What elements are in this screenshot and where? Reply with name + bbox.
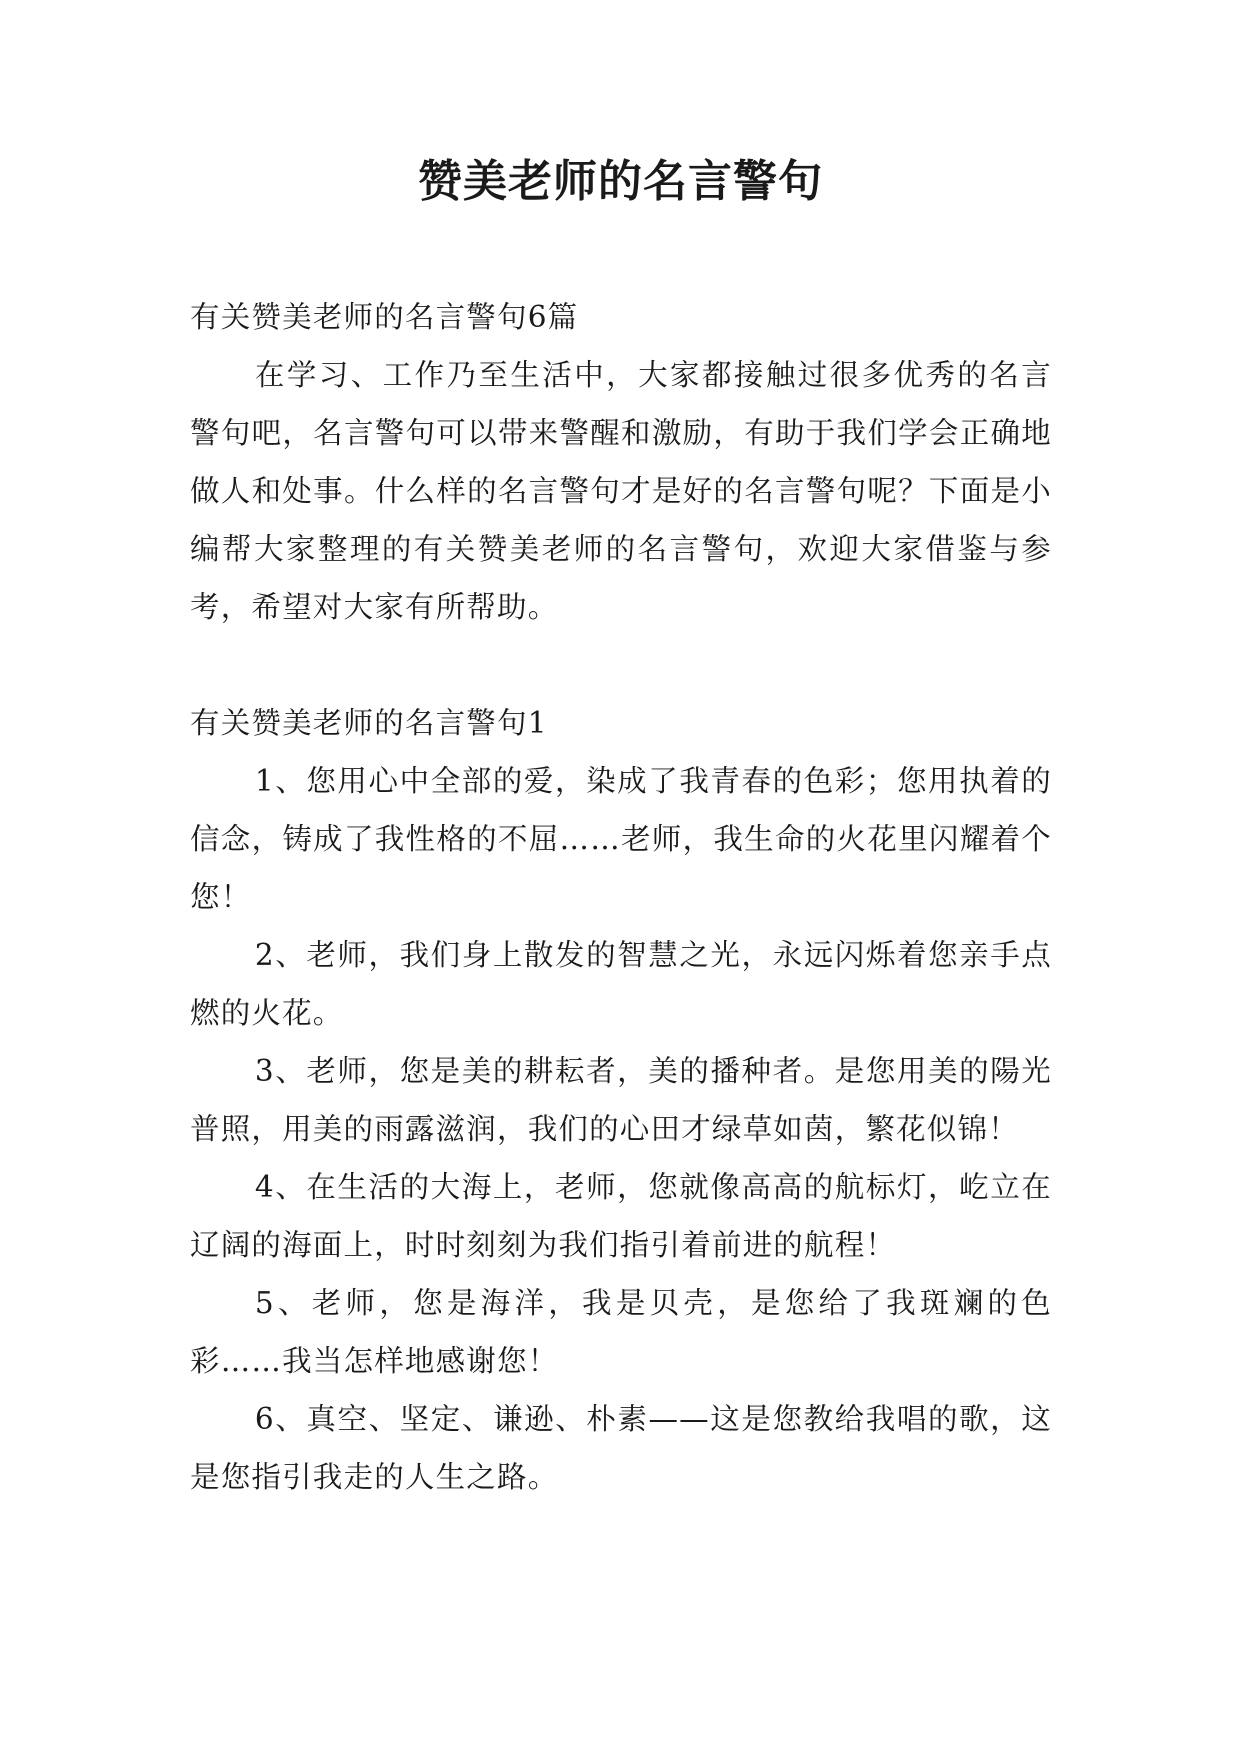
quote-paragraph: 4、在生活的大海上，老师，您就像高高的航标灯，屹立在辽阔的海面上，时时刻刻为我们指引着前进的航程！ (190, 1170, 1052, 1262)
quote-paragraph: 1、您用心中全部的爱，染成了我青春的色彩；您用执着的信念，铸成了我性格的不屈……老师，我生命的火花里闪耀着个您！ (190, 764, 1052, 914)
quote-paragraph: 3、老师，您是美的耕耘者，美的播种者。是您用美的陽光普照，用美的雨露滋润，我们的心田才绿草如茵，繁花似锦！ (190, 1054, 1052, 1146)
spacer (190, 636, 1052, 694)
subtitle: 有关赞美老师的名言警句6篇 (190, 300, 579, 334)
quote-paragraph: 6、真空、坚定、谦逊、朴素——这是您教给我唱的歌，这是您指引我走的人生之路。 (190, 1402, 1052, 1494)
quote-paragraph: 2、老师，我们身上散发的智慧之光，永远闪烁着您亲手点燃的火花。 (190, 938, 1052, 1030)
document-title: 赞美老师的名言警句 (418, 156, 823, 207)
section-heading: 有关赞美老师的名言警句1 (190, 706, 548, 740)
document-body (190, 288, 1052, 1506)
intro-paragraph: 在学习、工作乃至生活中，大家都接触过很多优秀的名言警句吧，名言警句可以带来警醒和激励，有助于我们学会正确地做人和处事。什么样的名言警句才是好的名言警句呢？下面是小编帮大家整理的有关赞美老师的名言警句，欢迎大家借鉴与参考，希望对大家有所帮助。 (190, 358, 1052, 624)
quote-paragraph: 5、老师，您是海洋，我是贝壳，是您给了我斑斓的色彩……我当怎样地感谢您！ (190, 1286, 1052, 1378)
